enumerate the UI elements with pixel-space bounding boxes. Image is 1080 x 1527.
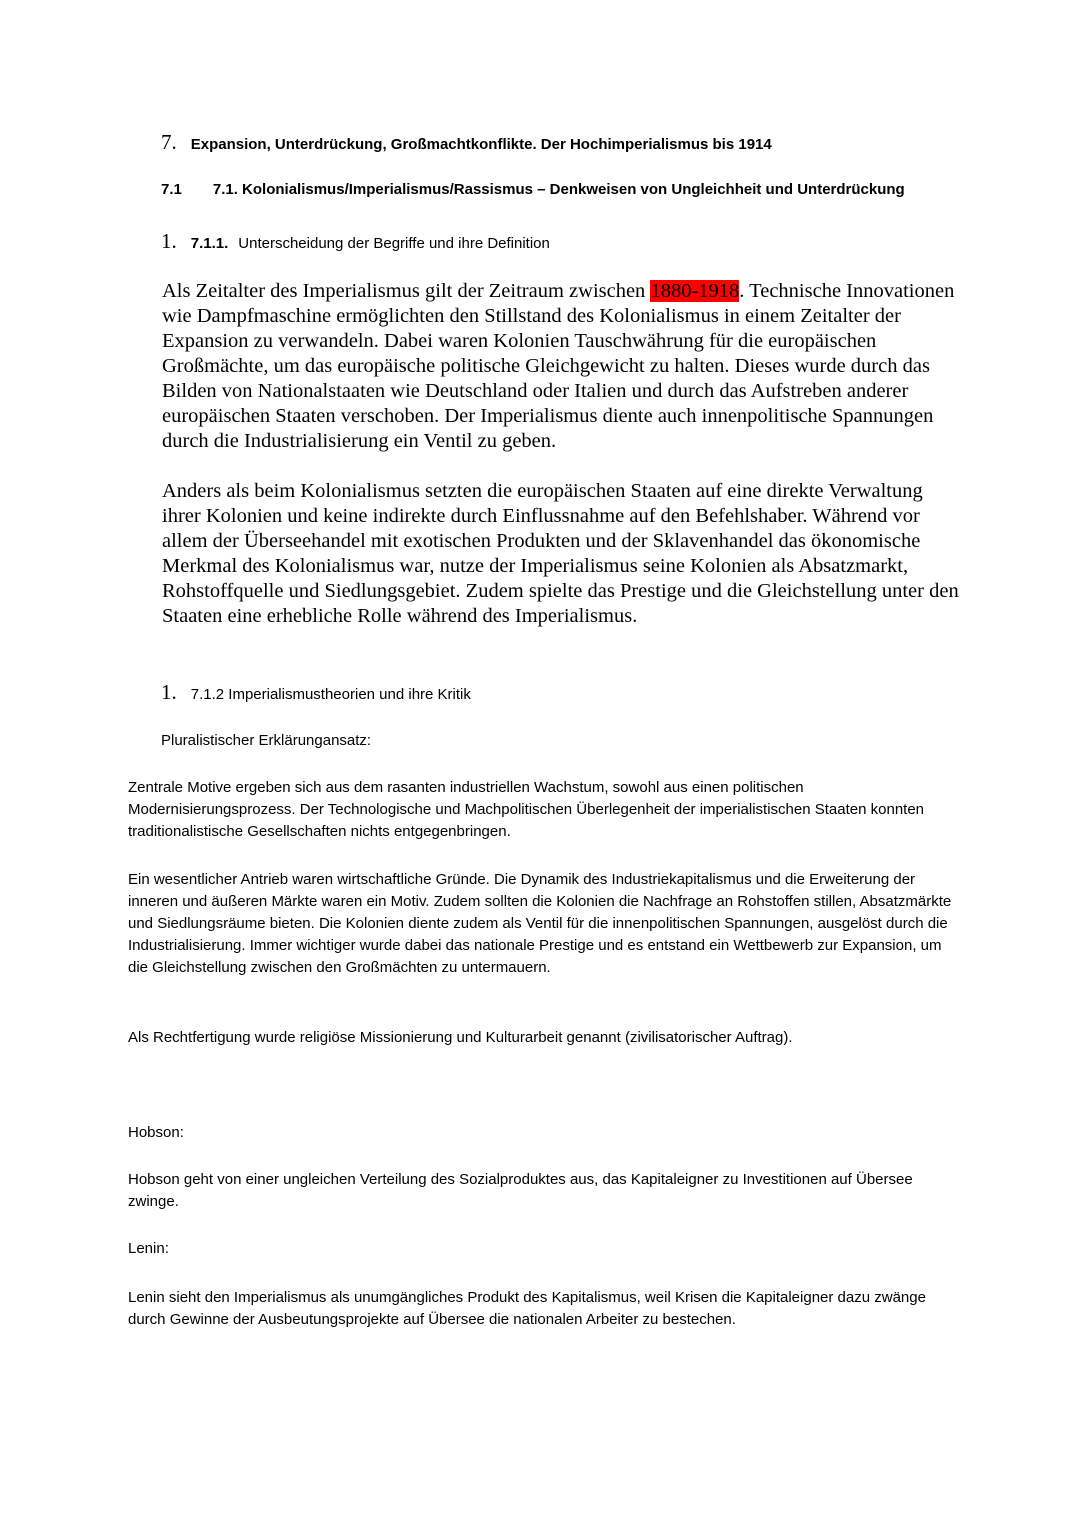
heading-number: 7.1 xyxy=(161,181,182,198)
heading-number: 7. xyxy=(161,130,177,154)
paragraph-lenin-theory: Lenin sieht den Imperialismus als unumgängliches Produkt des Kapitalismus, weil Krisen die Kapitaleigner dazu zwänge durch Gewinne der Ausbeutungsprojekte auf Übersee die nationalen Arbeiter zu bestechen. xyxy=(128,1289,926,1328)
paragraph-text-start: Als Zeitalter des Imperialismus gilt der Zeitraum zwischen xyxy=(162,280,651,302)
heading-number: 1. xyxy=(161,680,177,704)
paragraph-colonialism-comparison: Anders als beim Kolonialismus setzten die europäischen Staaten auf eine direkte Verwaltung ihrer Kolonien und keine indirekte durch Einflussnahme auf den Befehlshaber. Während vor allem der Überseehandel mit exotischen Produkten und der Sklavenhandel das ökonomische Merkmal des Kolonialismus war, nutze der Imperialismus seine Kolonien als Absatzmarkt, Rohstoffquelle und Siedlungsgebiet. Zudem spielte das Prestige und die Gleichstellung unter den Staaten eine erhebliche Rolle während des Imperialismus. xyxy=(162,480,959,627)
highlighted-date-range: 1880-1918 xyxy=(650,280,740,302)
lenin-label: Lenin: xyxy=(128,1240,169,1257)
paragraph-hobson-theory: Hobson geht von einer ungleichen Verteilung des Sozialproduktes aus, das Kapitaleigner zu Investitionen auf Übersee zwinge. xyxy=(128,1171,913,1210)
heading-chapter-7 xyxy=(161,130,772,155)
heading-subsection-7-1-1 xyxy=(161,229,550,254)
paragraph-justification: Als Rechtfertigung wurde religiöse Missionierung und Kulturarbeit genannt (zivilisatorischer Auftrag). xyxy=(128,1029,793,1046)
heading-subsection-7-1-2 xyxy=(161,680,471,705)
heading-title: 7.1.2 Imperialismustheorien und ihre Kritik xyxy=(190,686,471,703)
paragraph-text-end: . Technische Innovationen wie Dampfmaschine ermöglichten den Stillstand des Kolonialismus in einem Zeitalter der Expansion zu verwandeln. Dabei waren Kolonien Tauschwährung für die europäischen Großmächte, um das europäische politische Gleichgewicht zu halten. Dieses wurde durch das Bilden von Nationalstaaten wie Deutschland oder Italien und durch das Aufstreben anderer europäischen Staaten verschoben. Der Imperialismus diente auch innenpolitische Spannungen durch die Industrialisierung ein Ventil zu geben. xyxy=(162,280,955,452)
heading-section-7-1 xyxy=(161,181,905,199)
heading-title: Expansion, Unterdrückung, Großmachtkonflikte. Der Hochimperialismus bis 1914 xyxy=(190,136,772,153)
heading-title: 7.1. Kolonialismus/Imperialismus/Rassismus – Denkweisen von Ungleichheit und Unterdrückung xyxy=(212,181,905,198)
paragraph-imperialism-definition xyxy=(162,279,962,454)
heading-title: Unterscheidung der Begriffe und ihre Definition xyxy=(238,235,550,252)
heading-number: 1. xyxy=(161,229,177,253)
hobson-label: Hobson: xyxy=(128,1124,184,1141)
heading-code: 7.1.1. xyxy=(190,235,229,252)
paragraph-economic-reasons: Ein wesentlicher Antrieb waren wirtschaftliche Gründe. Die Dynamik des Industriekapitalismus und die Erweiterung der inneren und äußeren Märkte waren ein Motiv. Zudem sollten die Kolonien die Nachfrage an Rohstoffen stillen, Absatzmärkte und Siedlungsräume bieten. Die Kolonien diente zudem als Ventil für die innenpolitischen Spannungen, ausgelöst durch die Industrialisierung. Immer wichtiger wurde dabei das nationale Prestige und es entstand ein Wettbewerb zur Expansion, um die Gleichstellung zwischen den Großmächten zu untermauern. xyxy=(128,871,952,976)
paragraph-central-motives: Zentrale Motive ergeben sich aus dem rasanten industriellen Wachstum, sowohl aus einen politischen Modernisierungsprozess. Der Technologische und Machpolitischen Überlegenheit der imperialistischen Staaten konnten traditionalistische Gesellschaften nichts entgegenbringen. xyxy=(128,779,925,840)
pluralistic-approach-label: Pluralistischer Erklärungansatz: xyxy=(161,732,372,749)
